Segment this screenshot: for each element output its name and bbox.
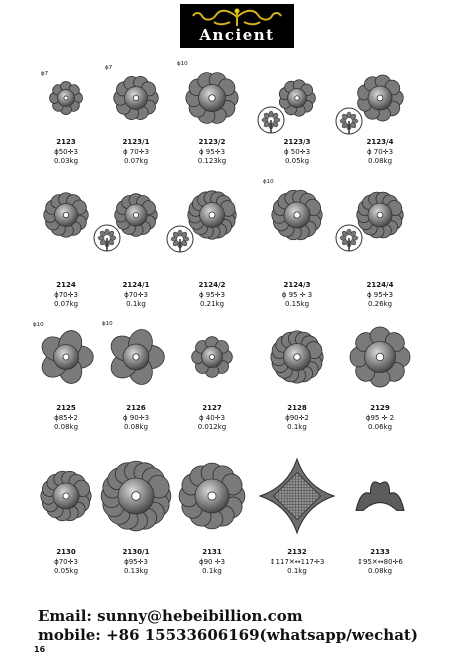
product-size: ϕ70✛3 [54, 557, 78, 566]
product-weight: 0.08kg [367, 157, 393, 165]
page-number: 16 [34, 645, 46, 654]
hole-size-label: ϕ10 [33, 322, 44, 328]
product-caption [167, 548, 257, 577]
product-weight: 0.07kg [123, 157, 149, 165]
product-code: 2123/1 [122, 138, 150, 146]
hole-size-label: ϕ10 [263, 179, 274, 185]
product-caption [335, 138, 425, 167]
product-weight: 0.13kg [123, 567, 149, 575]
product-weight: 0.1kg [287, 567, 307, 575]
product-code: 2126 [126, 404, 146, 412]
side-view-inset-icon [92, 223, 122, 253]
product-caption [167, 138, 257, 167]
product-caption [252, 281, 342, 310]
product-code: 2123/2 [198, 138, 226, 146]
product-size: ϕ90✛2 [285, 413, 309, 422]
product-caption [252, 404, 342, 433]
product-size: ϕ70✛3 [124, 290, 148, 299]
product-size: ϕ85✛2 [54, 413, 78, 422]
product-weight: 0.15kg [284, 300, 310, 308]
product-size: ϕ 90✛3 [122, 413, 150, 422]
product-size: ↕95✕↔80✛6 [357, 557, 403, 566]
product-weight: 0.05kg [284, 157, 310, 165]
product-size: ϕ 70✛3 [122, 147, 150, 156]
product-weight: 0.012kg [197, 423, 227, 431]
product-code: 2129 [370, 404, 390, 412]
product-size: ϕ 95 ✛ 3 [281, 290, 313, 299]
product-caption [167, 281, 257, 310]
ancient-logo [180, 4, 294, 48]
product-weight: 0.08kg [367, 567, 393, 575]
product-size: ϕ90 ✛3 [198, 557, 226, 566]
product-size: ϕ50✛3 [54, 147, 78, 156]
product-weight: 0.1kg [126, 300, 146, 308]
flower-ornament-icon [336, 458, 424, 536]
product-size: ϕ 50✛3 [283, 147, 311, 156]
product-weight: 0.03kg [53, 157, 79, 165]
product-code: 2128 [287, 404, 307, 412]
product-code: 2123/3 [283, 138, 311, 146]
product-code: 2133 [370, 548, 390, 556]
flower-ornament-icon [251, 175, 343, 257]
product-code: 2123 [56, 138, 76, 146]
product-caption [335, 281, 425, 310]
product-weight: 0.05kg [53, 567, 79, 575]
product-code: 2130/1 [122, 548, 150, 556]
product-code: 2124/3 [283, 281, 311, 289]
product-size: ϕ95 ✛ 2 [365, 413, 395, 422]
side-view-inset-icon [334, 223, 364, 253]
side-view-inset-icon [334, 106, 364, 136]
side-view-inset-icon [256, 105, 286, 135]
product-code: 2123/4 [366, 138, 394, 146]
brand-name: Ancient [199, 26, 275, 44]
product-weight: 0.06kg [367, 423, 393, 431]
product-code: 2124 [56, 281, 76, 289]
product-weight: 0.08kg [123, 423, 149, 431]
flower-ornament-icon [165, 57, 259, 141]
product-size: ϕ 70✛3 [366, 147, 394, 156]
product-code: 2124/1 [122, 281, 150, 289]
product-caption [167, 404, 257, 433]
product-code: 2131 [202, 548, 222, 556]
product-code: 2130 [56, 548, 76, 556]
product-code: 2132 [287, 548, 307, 556]
hole-size-label: ϕ7 [105, 65, 113, 71]
contact-block [38, 607, 418, 645]
product-code: 2127 [202, 404, 222, 412]
flower-ornament-icon [90, 317, 182, 399]
product-size: ϕ 95✛3 [198, 147, 226, 156]
email-line: Email: sunny@hebeibillion.com [38, 607, 303, 625]
product-weight: 0.26kg [367, 300, 393, 308]
product-weight: 0.21kg [199, 300, 225, 308]
product-caption [335, 404, 425, 433]
product-weight: 0.1kg [202, 567, 222, 575]
mobile-line: mobile: +86 15533606169(whatsapp/wechat) [38, 626, 418, 644]
side-view-inset-icon [165, 224, 195, 254]
product-size: ϕ 40✛3 [198, 413, 226, 422]
product-size: ϕ70✛3 [54, 290, 78, 299]
product-code: 2124/4 [366, 281, 394, 289]
product-code: 2124/2 [198, 281, 226, 289]
hole-size-label: ϕ7 [41, 71, 49, 77]
product-weight: 0.07kg [53, 300, 79, 308]
product-weight: 0.123kg [197, 157, 227, 165]
product-caption [252, 548, 342, 577]
flower-ornament-icon [171, 322, 253, 394]
product-code: 2125 [56, 404, 76, 412]
hole-size-label: ϕ10 [177, 61, 188, 67]
product-size: ϕ 95✛3 [198, 290, 226, 299]
hole-size-label: ϕ10 [102, 321, 113, 327]
product-size: ϕ95✛3 [124, 557, 148, 566]
product-size: ↕117✕↔117✛3 [269, 557, 325, 566]
flower-ornament-icon [329, 312, 431, 404]
product-weight: 0.08kg [53, 423, 79, 431]
product-caption [335, 548, 425, 577]
product-weight: 0.1kg [287, 423, 307, 431]
product-size: ϕ 95✛3 [366, 290, 394, 299]
product-caption [252, 138, 342, 167]
